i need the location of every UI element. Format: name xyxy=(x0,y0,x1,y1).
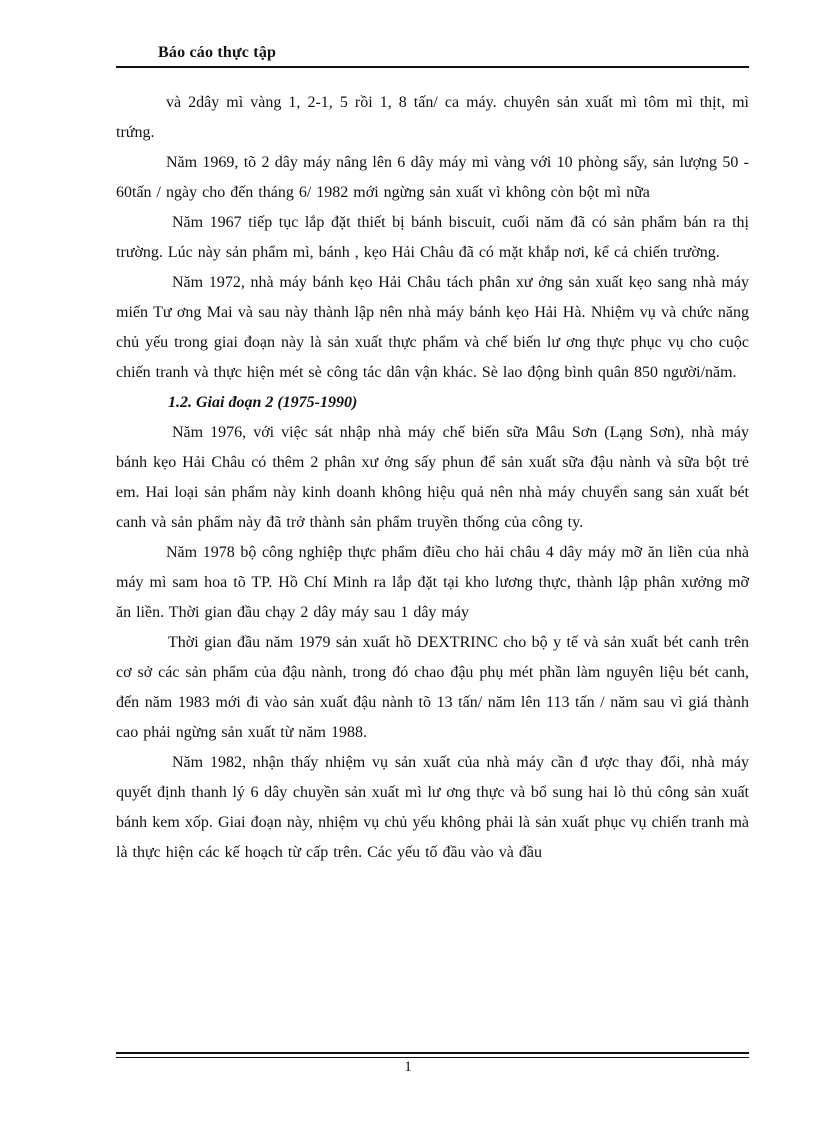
paragraph-3: Năm 1967 tiếp tục lắp đặt thiết bị bánh biscuit, cuối năm đã có sản phẩm bán ra thị trường. Lúc này sản phẩm mì, bánh , kẹo Hải Châu đã có mặt khắp nơi, kể cả chiến trường. xyxy=(116,214,749,261)
paragraph-4: Năm 1972, nhà máy bánh kẹo Hải Châu tách phân xư ởng sản xuất kẹo sang nhà máy miến Tư ơng Mai và sau này thành lập nên nhà máy bánh kẹo Hải Hà. Nhiệm vụ và chức năng chủ yếu trong giai đoạn này là sản xuất thực phẩm và chế biến lư ơng thực phục vụ cho cuộc chiến tranh và thực hiện mét sè công tác dân vận khác. Sè lao động bình quân 850 người/năm. xyxy=(116,274,749,381)
footer-divider-thick xyxy=(116,1052,749,1054)
paragraph-2: Năm 1969, tõ 2 dây máy nâng lên 6 dây máy mì vàng với 10 phòng sấy, sản lượng 50 - 60tấn / ngày cho đến tháng 6/ 1982 mới ngừng sản xuất vì không còn bột mì nữa xyxy=(116,154,749,201)
document-body xyxy=(116,88,749,868)
footer-divider-thin xyxy=(116,1057,749,1058)
page-header-title: Báo cáo thực tập xyxy=(158,44,277,61)
page-number: 1 xyxy=(404,1059,412,1075)
paragraph-5: Năm 1976, với việc sát nhập nhà máy chế biến sữa Mâu Sơn (Lạng Sơn), nhà máy bánh kẹo Hải Châu có thêm 2 phân xư ởng sấy phun để sản xuất sữa đậu nành và sữa bột trẻ em. Hai loại sản phẩm này kinh doanh không hiệu quả nên nhà máy chuyển sang sản xuất bét canh và sản phẩm này đã trở thành sản phẩm truyền thống của công ty. xyxy=(116,424,749,531)
paragraph-6: Năm 1978 bộ công nghiệp thực phẩm điều cho hải châu 4 dây máy mỡ ăn liền của nhà máy mì sam hoa tõ TP. Hồ Chí Minh ra lắp đặt tại kho lương thực, thành lập phân xưởng mỡ ăn liền. Thời gian đầu chạy 2 dây máy sau 1 dây máy xyxy=(116,544,749,621)
header-divider xyxy=(116,66,749,68)
paragraph-7: Thời gian đầu năm 1979 sản xuất hồ DEXTRINC cho bộ y tế và sản xuất bét canh trên cơ sở các sản phẩm của đậu nành, trong đó chao đậu phụ mét phần làm nguyên liệu bét canh, đến năm 1983 mới đi vào sản xuất đậu nành tõ 13 tấn/ năm lên 113 tấn / năm sau vì giá thành cao phải ngừng sản xuất từ năm 1988. xyxy=(116,634,749,741)
paragraph-8: Năm 1982, nhận thấy nhiệm vụ sản xuất của nhà máy cần đ ược thay đổi, nhà máy quyết định thanh lý 6 dây chuyền sản xuất mì lư ơng thực và bổ sung hai lò thủ công sản xuất bánh kem xốp. Giai đoạn này, nhiệm vụ chủ yếu không phải là sản xuất phục vụ chiến tranh mà là thực hiện các kế hoạch từ cấp trên. Các yếu tố đầu vào và đầu xyxy=(116,754,749,861)
paragraph-1: và 2dây mì vàng 1, 2-1, 5 rồi 1, 8 tấn/ ca máy. chuyên sản xuất mì tôm mì thịt, mì trứng. xyxy=(116,94,749,141)
section-heading: 1.2. Giai đoạn 2 (1975-1990) xyxy=(168,394,358,411)
